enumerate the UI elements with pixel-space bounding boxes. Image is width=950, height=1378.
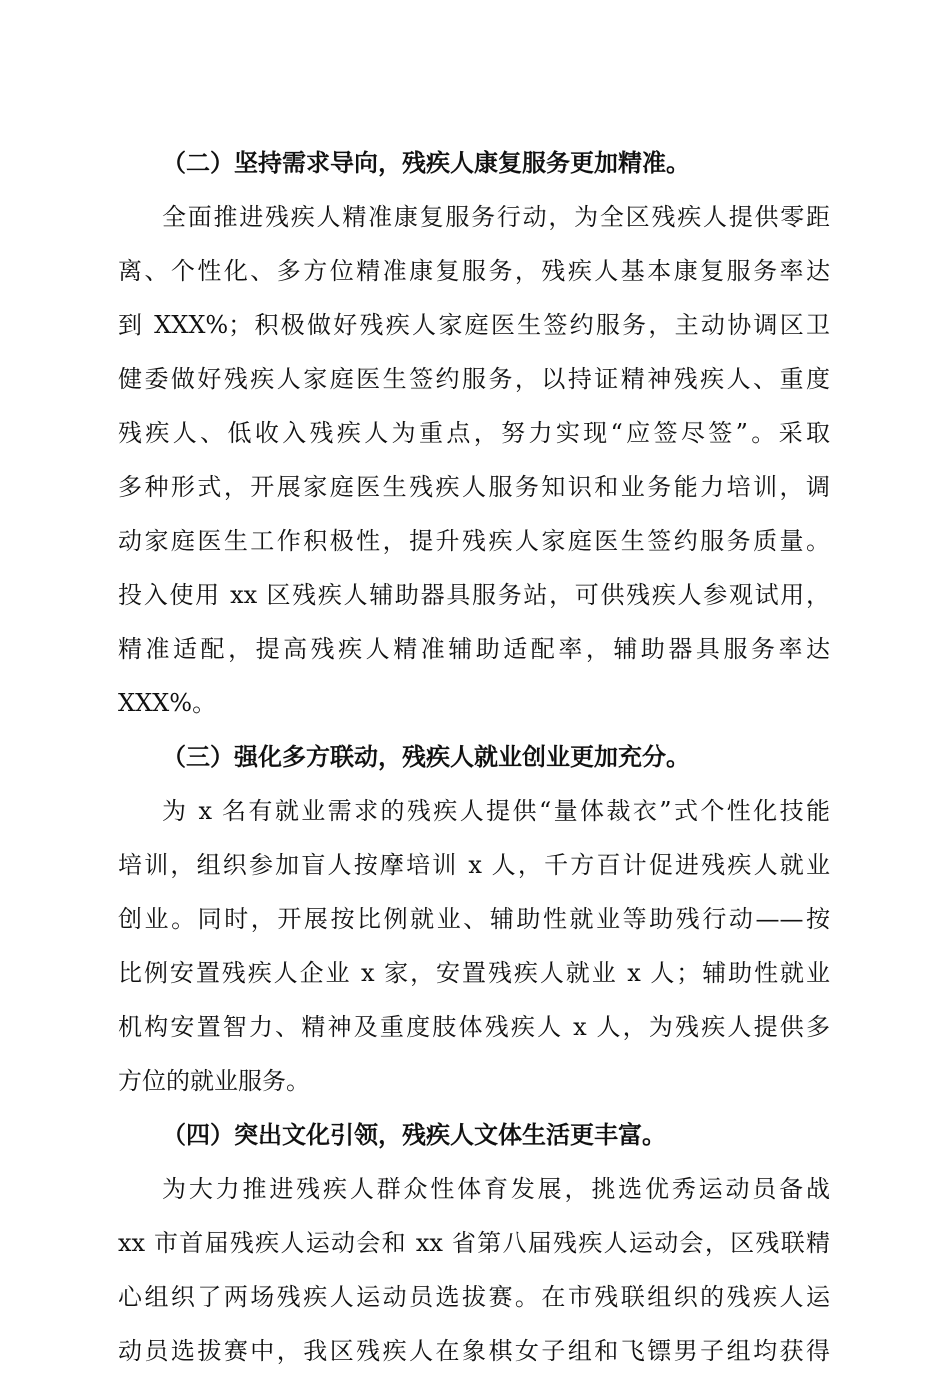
paragraph-line: 心组织了两场残疾人运动员选拔赛。在市残联组织的残疾人运	[118, 1283, 830, 1311]
paragraph-line: 培训，组织参加盲人按摩培训 x 人，千方百计促进残疾人就业	[118, 851, 830, 879]
paragraph-line: 到 XXX%；积极做好残疾人家庭医生签约服务，主动协调区卫	[118, 311, 830, 339]
paragraph-line: 机构安置智力、精神及重度肢体残疾人 x 人，为残疾人提供多	[118, 1013, 830, 1041]
paragraph-line: 方位的就业服务。	[118, 1067, 310, 1095]
paragraph-line: 为 x 名有就业需求的残疾人提供“量体裁衣”式个性化技能	[162, 797, 830, 825]
section-heading-4: （四）突出文化引领，残疾人文体生活更丰富。	[162, 1120, 666, 1149]
section-heading-2: （二）坚持需求导向，残疾人康复服务更加精准。	[162, 148, 690, 177]
paragraph-line: 创业。同时，开展按比例就业、辅助性就业等助残行动——按	[118, 905, 830, 933]
paragraph-line: 精准适配，提高残疾人精准辅助适配率，辅助器具服务率达	[118, 635, 830, 663]
paragraph-line: 动员选拔赛中，我区残疾人在象棋女子组和飞镖男子组均获得	[118, 1337, 830, 1365]
paragraph-line: 健委做好残疾人家庭医生签约服务，以持证精神残疾人、重度	[118, 365, 830, 393]
paragraph-line: xx 市首届残疾人运动会和 xx 省第八届残疾人运动会，区残联精	[118, 1229, 830, 1257]
paragraph-line: 离、个性化、多方位精准康复服务，残疾人基本康复服务率达	[118, 257, 830, 285]
paragraph-line: XXX%。	[118, 689, 217, 717]
paragraph-line: 多种形式，开展家庭医生残疾人服务知识和业务能力培训，调	[118, 473, 830, 501]
paragraph-line: 残疾人、低收入残疾人为重点，努力实现“应签尽签”。采取	[118, 419, 830, 447]
paragraph-line: 全面推进残疾人精准康复服务行动，为全区残疾人提供零距	[162, 203, 830, 231]
paragraph-line: 为大力推进残疾人群众性体育发展，挑选优秀运动员备战	[162, 1175, 830, 1203]
document-body	[118, 136, 830, 1378]
paragraph-line: 动家庭医生工作积极性，提升残疾人家庭医生签约服务质量。	[118, 527, 830, 555]
paragraph-line: 投入使用 xx 区残疾人辅助器具服务站，可供残疾人参观试用，	[118, 581, 830, 609]
section-heading-3: （三）强化多方联动，残疾人就业创业更加充分。	[162, 742, 690, 771]
paragraph-line: 比例安置残疾人企业 x 家，安置残疾人就业 x 人；辅助性就业	[118, 959, 830, 987]
